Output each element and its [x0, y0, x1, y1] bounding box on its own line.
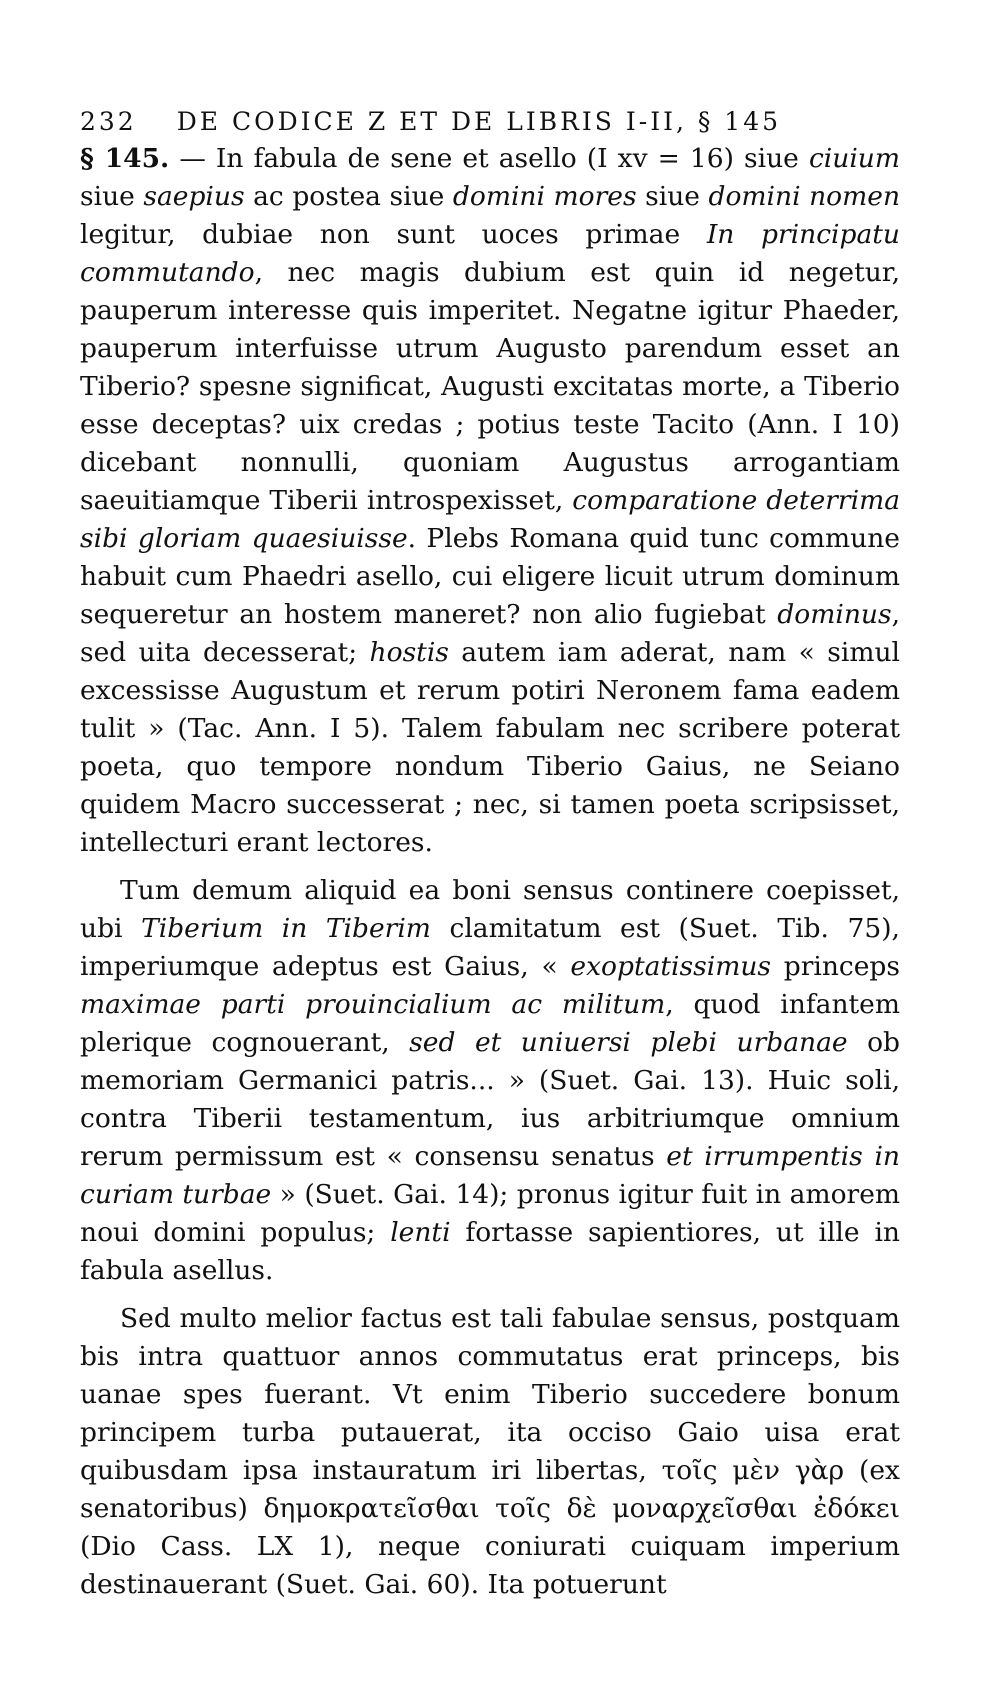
text-run: clamitatum est (Suet. Tib. 75), imperiumque adeptus est Gaius, «: [80, 913, 900, 982]
italic-phrase: comparatione deterrima sibi gloriam quaesiuisse: [80, 485, 900, 554]
running-head: [80, 106, 900, 138]
text-run: » (Suet. Gai. 14); pronus igitur fuit in amorem noui domini populus;: [80, 1179, 901, 1248]
text-run: , nec magis dubium est quin id negetur, pauperum interesse quis imperitet. Negatne igitur Phaeder, pauperum interfuisse utrum Augusto parendum esset an Tiberio? spesne significat, Augusti excitatas morte, a Tiberio esse deceptas? uix credas ; potius teste Tacito (Ann. I 10) dicebant nonnulli, quoniam Augustus arrogantiam saeuitiamque Tiberii introspexisset,: [80, 257, 900, 516]
text-run: ob memoriam Germanici patris... » (Suet. Gai. 13). Huic soli, contra Tiberii testamentum, ius arbitriumque omnium rerum permissum est « consensu senatus: [80, 1027, 901, 1172]
text-run: princeps: [771, 951, 900, 982]
text-run: siue: [80, 181, 144, 212]
text-run: Tum demum aliquid ea boni sensus continere coepisset, ubi: [80, 875, 900, 944]
italic-phrase: domini nomen: [708, 181, 901, 212]
text-run: fortasse sapientiores, ut ille in fabula asellus.: [80, 1217, 900, 1286]
italic-phrase: domini mores: [452, 181, 637, 212]
italic-phrase: lenti: [390, 1217, 451, 1248]
italic-phrase: saepius: [143, 181, 245, 212]
paragraph-section-145: [80, 140, 900, 862]
italic-phrase: sed et uniuersi plebi urbanae: [409, 1027, 848, 1058]
italic-phrase: In principatu commutando: [80, 219, 900, 288]
section-number: § 145.: [80, 143, 170, 174]
italic-phrase: exoptatissimus: [570, 951, 771, 982]
text-run: siue: [636, 181, 709, 212]
text-run: ac postea siue: [244, 181, 453, 212]
page-number: 232: [80, 107, 137, 136]
text-run: autem iam aderat, nam « simul excessisse Augustum et rerum potiri Neronem fama eadem tulit » (Tac. Ann. I 5). Talem fabulam nec scribere poterat poeta, quo tempore nondum Tiberio Gaius, ne Seiano quidem Macro successerat ; nec, si tamen poeta scripsisset, intellecturi erant lectores.: [80, 637, 900, 858]
paragraph-tiberius-gaius: [80, 872, 900, 1290]
italic-phrase: maximae parti prouincialium ac militum: [80, 989, 666, 1020]
running-title: DE CODICE Z ET DE LIBRIS I-II, § 145: [176, 107, 782, 136]
italic-phrase: dominus: [777, 599, 892, 630]
italic-phrase: hostis: [369, 637, 449, 668]
italic-phrase: et irrumpentis in curiam turbae: [80, 1141, 900, 1210]
italic-phrase: ciuium: [808, 143, 900, 174]
body-text: [80, 140, 900, 1604]
text-run: , sed uita decesserat;: [80, 599, 900, 668]
italic-phrase: Tiberium in Tiberim: [141, 913, 431, 944]
text-run: legitur, dubiae non sunt uoces primae: [80, 219, 707, 250]
text-run: . Plebs Romana quid tunc commune habuit cum Phaedri asello, cui eligere licuit utrum dominum sequeretur an hostem maneret? non alio fugiebat: [80, 523, 900, 630]
text-run: , quod infantem plerique cognouerant,: [80, 989, 900, 1058]
text-run: — In fabula de sene et asello (I xv = 16) siue: [169, 143, 809, 174]
text-run: Sed multo melior factus est tali fabulae sensus, postquam bis intra quattuor annos commutatus erat princeps, bis uanae spes fuerant. Vt enim Tiberio succedere bonum principem turba putauerat, ita occiso Gaio uisa erat quibusdam ipsa instauratum iri libertas, τοῖς μὲν γὰρ (ex senatoribus) δημοκρατεῖσθαι τοῖς δὲ μοναρχεῖσθαι ἐδόκει (Dio Cass. LX 1), neque coniurati cuiquam imperium destinauerant (Suet. Gai. 60). Ita potuerunt: [80, 1303, 900, 1600]
paragraph-claudius: [80, 1300, 900, 1604]
